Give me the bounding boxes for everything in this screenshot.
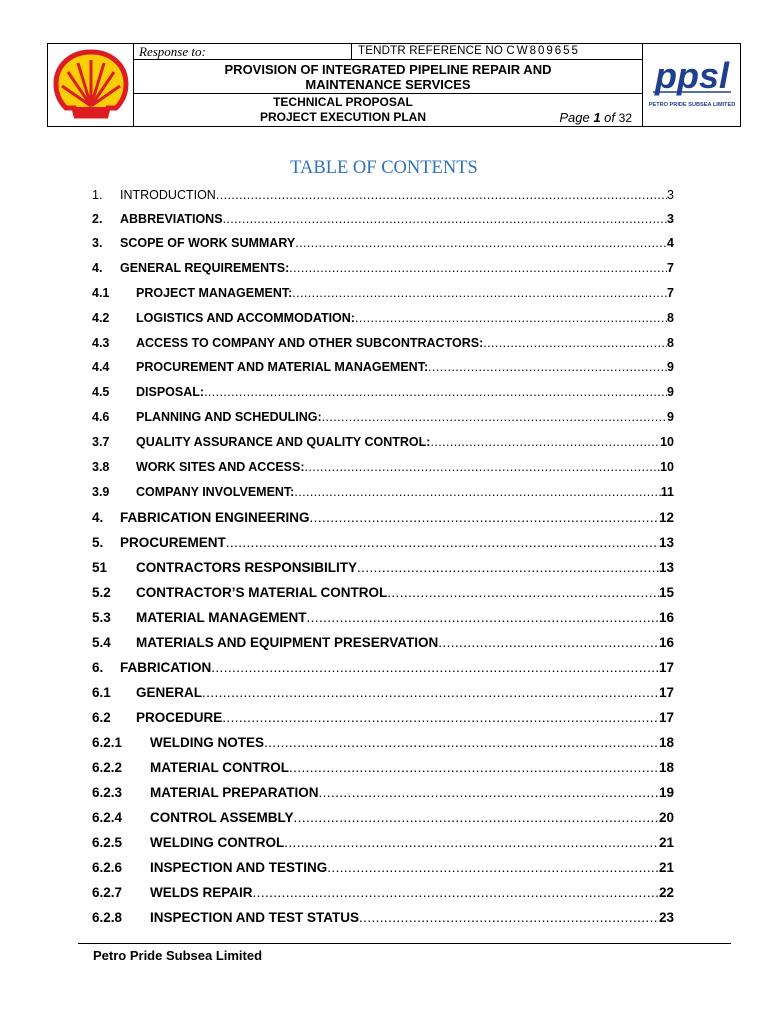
- toc-entry-title: GENERAL: [136, 685, 203, 700]
- toc-entry-title: QUALITY ASSURANCE AND QUALITY CONTROL:: [136, 435, 431, 449]
- toc-dot-leader: [305, 460, 661, 474]
- toc-entry[interactable]: [92, 710, 674, 725]
- toc-entry[interactable]: [92, 535, 674, 550]
- toc-entry[interactable]: [92, 385, 674, 399]
- toc-entry-number: 5.2: [92, 585, 111, 600]
- toc-dot-leader: [216, 188, 667, 202]
- response-to-label: Response to:: [134, 44, 352, 60]
- toc-entry-title: PLANNING AND SCHEDULING:: [136, 410, 322, 424]
- toc-entry-title: MATERIAL CONTROL: [150, 760, 289, 775]
- tender-reference: [352, 44, 642, 60]
- toc-entry-title: SCOPE OF WORK SUMMARY: [120, 236, 296, 250]
- toc-entry-number: 3.8: [92, 460, 110, 474]
- page-of: of: [604, 110, 616, 125]
- ppsl-logo-icon: [643, 44, 741, 126]
- toc-entry-title: FABRICATION ENGINEERING: [120, 510, 310, 525]
- toc-dot-leader: [428, 360, 667, 374]
- toc-entry-title: ACCESS TO COMPANY AND OTHER SUBCONTRACTORS:: [136, 336, 484, 350]
- toc-entry-title: INSPECTION AND TEST STATUS: [150, 910, 360, 925]
- toc-entry-page: 7: [667, 261, 674, 275]
- toc-entry-title: MATERIALS AND EQUIPMENT PRESERVATION: [136, 635, 439, 650]
- toc-entry-number: 6.2.8: [92, 910, 123, 925]
- toc-entry-number: 6.2.6: [92, 860, 123, 875]
- toc-entry-page: 9: [667, 385, 674, 399]
- toc-dot-leader: [295, 236, 667, 250]
- toc-entry-page: 21: [658, 835, 674, 850]
- toc-entry[interactable]: [92, 910, 674, 925]
- toc-entry-page: 10: [660, 435, 674, 449]
- toc-entry[interactable]: [92, 585, 674, 600]
- toc-entry-title: MATERIAL PREPARATION: [150, 785, 319, 800]
- toc-dot-leader: [294, 810, 659, 825]
- toc-dot-leader: [357, 560, 659, 575]
- toc-entry-page: 10: [660, 460, 674, 474]
- ppsl-logo-caption: PETRO PRIDE SUBSEA LIMITED: [648, 102, 736, 108]
- toc-entry[interactable]: [92, 188, 674, 202]
- toc-entry-number: 5.4: [92, 635, 111, 650]
- toc-entry-number: 3.: [92, 236, 103, 250]
- toc-entry[interactable]: [92, 785, 674, 800]
- page-indicator: [559, 110, 632, 126]
- toc-entry-number: 4.3: [92, 336, 110, 350]
- toc-entry-page: 23: [658, 910, 674, 925]
- toc-entry-number: 4.1: [92, 286, 110, 300]
- toc-entry-number: 4.6: [92, 410, 110, 424]
- toc-entry[interactable]: [92, 485, 674, 499]
- toc-entry[interactable]: [92, 212, 674, 226]
- toc-dot-leader: [284, 835, 659, 850]
- project-title-line1: PROVISION OF INTEGRATED PIPELINE REPAIR AND: [224, 62, 552, 77]
- toc-entry-title: INSPECTION AND TESTING: [150, 860, 328, 875]
- toc-entry[interactable]: [92, 610, 674, 625]
- toc-entry-title: GENERAL REQUIREMENTS:: [120, 261, 290, 275]
- toc-entry[interactable]: [92, 835, 674, 850]
- toc-entry-number: 5.: [92, 535, 104, 550]
- toc-entry-page: 7: [667, 286, 674, 300]
- toc-entry-number: 6.2.5: [92, 835, 123, 850]
- shell-logo-cell: [48, 44, 134, 126]
- project-title-line2: MAINTENANCE SERVICES: [305, 77, 471, 92]
- toc-entry-title: PROJECT MANAGEMENT:: [136, 286, 293, 300]
- toc-entry-page: 15: [658, 585, 674, 600]
- toc-entry[interactable]: [92, 261, 674, 275]
- toc-entry-page: 22: [658, 885, 674, 900]
- ppsl-logo-cell: [642, 44, 740, 126]
- toc-entry[interactable]: [92, 311, 674, 325]
- toc-dot-leader: [387, 585, 659, 600]
- toc-dot-leader: [359, 910, 659, 925]
- toc-dot-leader: [327, 860, 659, 875]
- toc-entry[interactable]: [92, 360, 674, 374]
- toc-entry-page: 4: [667, 236, 674, 250]
- toc-entry-page: 17: [658, 685, 674, 700]
- toc-entry[interactable]: [92, 660, 674, 675]
- toc-entry-page: 21: [658, 860, 674, 875]
- toc-dot-leader: [222, 710, 659, 725]
- toc-entry[interactable]: [92, 760, 674, 775]
- toc-entry-page: 11: [660, 485, 674, 499]
- toc-entry-title: LOGISTICS AND ACCOMMODATION:: [136, 311, 355, 325]
- toc-dot-leader: [264, 735, 659, 750]
- toc-entry-title: PROCUREMENT AND MATERIAL MANAGEMENT:: [136, 360, 429, 374]
- doc-type: TECHNICAL PROPOSAL: [273, 95, 413, 109]
- toc-entry-number: 1.: [92, 188, 103, 202]
- toc-entry-title: INTRODUCTION: [120, 188, 216, 202]
- toc-entry-number: 4.: [92, 510, 104, 525]
- toc-entry-title: PROCUREMENT: [120, 535, 226, 550]
- toc-entry[interactable]: [92, 435, 674, 449]
- toc-entry[interactable]: [92, 735, 674, 750]
- footer-company: Petro Pride Subsea Limited: [93, 948, 263, 963]
- toc-entry-page: 3: [667, 212, 674, 226]
- toc-dot-leader: [223, 212, 667, 226]
- toc-dot-leader: [202, 685, 659, 700]
- toc-entry-title: WELDING NOTES: [150, 735, 264, 750]
- toc-dot-leader: [483, 336, 667, 350]
- toc-entry-number: 6.1: [92, 685, 111, 700]
- toc-entry-number: 3.9: [92, 485, 110, 499]
- toc-dot-leader: [289, 760, 659, 775]
- toc-entry-title: FABRICATION: [120, 660, 212, 675]
- toc-entry-number: 6.2.3: [92, 785, 123, 800]
- toc-entry-title: PROCEDURE: [136, 710, 223, 725]
- toc-entry-number: 4.2: [92, 311, 110, 325]
- toc-entry-number: 5.3: [92, 610, 111, 625]
- toc-entry-title: CONTRACTORS RESPONSIBILITY: [136, 560, 358, 575]
- toc-entry[interactable]: [92, 510, 674, 525]
- toc-entry-title: WELDING CONTROL: [150, 835, 285, 850]
- toc-entry-page: 16: [658, 610, 674, 625]
- footer-divider: [78, 943, 731, 944]
- toc-entry-number: 4.4: [92, 360, 110, 374]
- toc-entry-page: 17: [658, 660, 674, 675]
- toc-entry-page: 12: [658, 510, 674, 525]
- toc-entry-number: 6.2: [92, 710, 111, 725]
- toc-entry[interactable]: [92, 635, 674, 650]
- toc-entry[interactable]: [92, 410, 674, 424]
- page-total: 32: [618, 111, 632, 125]
- project-title: [134, 60, 642, 94]
- toc-entry-number: 4.5: [92, 385, 110, 399]
- toc-entry-page: 20: [658, 810, 674, 825]
- toc-entry-number: 6.2.7: [92, 885, 123, 900]
- toc-entry-title: MATERIAL MANAGEMENT: [136, 610, 307, 625]
- toc-dot-leader: [294, 485, 660, 499]
- toc-entry-number: 2.: [92, 212, 103, 226]
- page-current: 1: [593, 110, 601, 125]
- toc-entry-title: WELDS REPAIR: [150, 885, 253, 900]
- toc-entry[interactable]: [92, 810, 674, 825]
- toc-dot-leader: [211, 660, 659, 675]
- toc-entry-title: WORK SITES AND ACCESS:: [136, 460, 305, 474]
- toc-dot-leader: [292, 286, 667, 300]
- toc-entry[interactable]: [92, 236, 674, 250]
- toc-entry-page: 16: [658, 635, 674, 650]
- toc-dot-leader: [438, 635, 659, 650]
- toc-entry-page: 13: [658, 535, 674, 550]
- toc-entry-page: 18: [658, 760, 674, 775]
- toc-entry-page: 17: [658, 710, 674, 725]
- toc-entry[interactable]: [92, 336, 674, 350]
- toc-entry-number: 6.2.2: [92, 760, 123, 775]
- toc-dot-leader: [204, 385, 667, 399]
- toc-entry[interactable]: [92, 685, 674, 700]
- toc-title: TABLE OF CONTENTS: [290, 158, 478, 178]
- shell-logo-icon: [48, 44, 134, 126]
- toc-entry-page: 9: [667, 410, 674, 424]
- toc-entry-number: 4.: [92, 261, 103, 275]
- toc-entry-title: DISPOSAL:: [136, 385, 205, 399]
- toc-dot-leader: [322, 410, 667, 424]
- doc-name: PROJECT EXECUTION PLAN: [259, 110, 427, 124]
- toc-dot-leader: [289, 261, 667, 275]
- toc-entry-number: 6.: [92, 660, 104, 675]
- toc-dot-leader: [310, 510, 659, 525]
- toc-dot-leader: [355, 311, 667, 325]
- document-header: [47, 43, 741, 127]
- toc-entry-page: 3: [667, 188, 674, 202]
- toc-entry[interactable]: [92, 860, 674, 875]
- toc-dot-leader: [253, 885, 659, 900]
- toc-entry-title: ABBREVIATIONS: [120, 212, 223, 226]
- toc-entry[interactable]: [92, 286, 674, 300]
- toc-entry-page: 18: [658, 735, 674, 750]
- toc-entry-page: 19: [658, 785, 674, 800]
- toc-entry-title: CONTRACTOR’S MATERIAL CONTROL: [136, 585, 388, 600]
- toc-entry[interactable]: [92, 560, 674, 575]
- toc-entry-title: COMPANY INVOLVEMENT:: [136, 485, 295, 499]
- tender-label: TENDTR REFERENCE NO: [358, 45, 504, 57]
- toc-dot-leader: [307, 610, 659, 625]
- toc-entry[interactable]: [92, 460, 674, 474]
- toc-dot-leader: [226, 535, 659, 550]
- page-prefix: Page: [559, 110, 590, 125]
- toc-dot-leader: [319, 785, 659, 800]
- toc-entry-number: 3.7: [92, 435, 110, 449]
- document-type-block: [134, 94, 642, 126]
- toc-entry[interactable]: [92, 885, 674, 900]
- toc-entry-number: 6.2.4: [92, 810, 123, 825]
- tender-number: CW809655: [506, 45, 580, 57]
- toc-entry-page: 8: [667, 311, 674, 325]
- toc-entry-page: 8: [667, 336, 674, 350]
- toc-entry-title: CONTROL ASSEMBLY: [150, 810, 294, 825]
- toc-entry-number: 51: [92, 560, 108, 575]
- toc-entry-page: 9: [667, 360, 674, 374]
- toc-dot-leader: [430, 435, 660, 449]
- toc-entry-number: 6.2.1: [92, 735, 123, 750]
- ppsl-logo-text: ppsl: [654, 55, 730, 96]
- toc-entry-page: 13: [658, 560, 674, 575]
